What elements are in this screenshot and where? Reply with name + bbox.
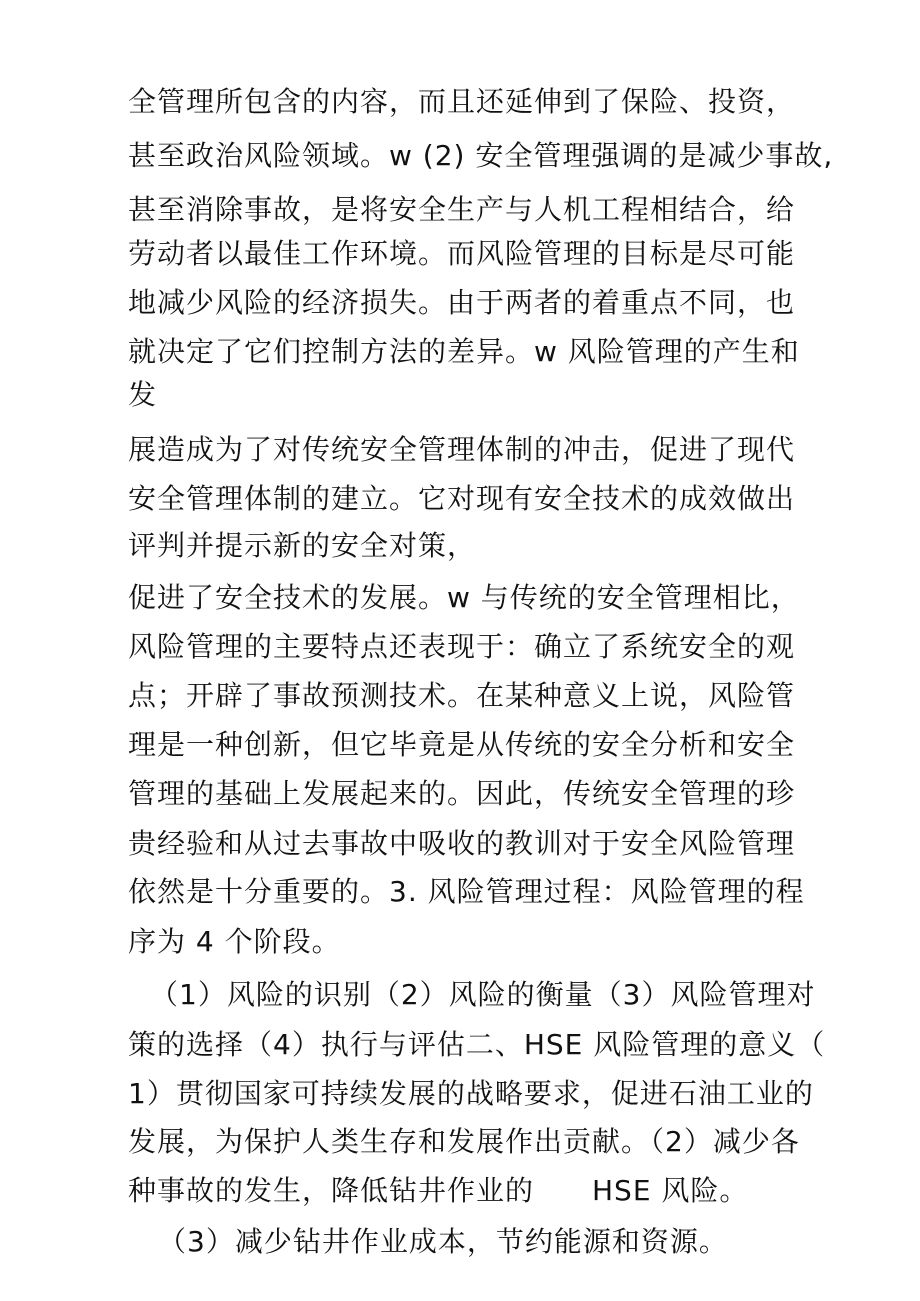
text-line: 发展，为保护人类生存和发展作出贡献。（2）减少各: [128, 1125, 800, 1158]
text-line: 全管理所包含的内容，而且还延伸到了保险、投资，: [128, 85, 796, 118]
text-line: 风险管理的主要特点还表现于：确立了系统安全的观: [128, 630, 796, 663]
text-line: 管理的基础上发展起来的。因此，传统安全管理的珍: [128, 777, 796, 810]
text-line: 序为 4 个阶段。: [128, 925, 341, 958]
text-line: 劳动者以最佳工作环境。而风险管理的目标是尽可能: [128, 237, 796, 270]
text-line: 地减少风险的经济损失。由于两者的着重点不同，也: [128, 286, 796, 319]
text-line: 展造成为了对传统安全管理体制的冲击，促进了现代: [128, 433, 796, 466]
text-line: （3）减少钻井作业成本，节约能源和资源。: [158, 1225, 728, 1258]
text-line: （1）风险的识别（2）风险的衡量（3）风险管理对: [150, 978, 816, 1011]
text-line: 种事故的发生，降低钻井作业的 HSE 风险。: [128, 1174, 749, 1207]
text-line: 依然是十分重要的。3. 风险管理过程：风险管理的程: [128, 875, 805, 908]
text-line: 就决定了它们控制方法的差异。w 风险管理的产生和: [128, 335, 800, 368]
text-line: 发: [128, 378, 158, 411]
text-line: 点；开辟了事故预测技术。在某种意义上说，风险管: [128, 679, 796, 712]
text-line: 甚至政治风险领域。w (2) 安全管理强调的是减少事故,: [128, 139, 834, 172]
text-line: 1）贯彻国家可持续发展的战略要求，促进石油工业的: [128, 1077, 814, 1110]
text-line: 安全管理体制的建立。它对现有安全技术的成效做出: [128, 482, 796, 515]
text-line: 策的选择（4）执行与评估二、HSE 风险管理的意义（: [128, 1028, 826, 1061]
text-line: 促进了安全技术的发展。w 与传统的安全管理相比，: [128, 581, 800, 614]
text-line: 评判并提示新的安全对策，: [128, 529, 477, 562]
text-line: 贵经验和从过去事故中吸收的教训对于安全风险管理: [128, 827, 796, 860]
text-line: 甚至消除事故，是将安全生产与人机工程相结合，给: [128, 193, 796, 226]
text-line: 理是一种创新，但它毕竟是从传统的安全分析和安全: [128, 728, 796, 761]
